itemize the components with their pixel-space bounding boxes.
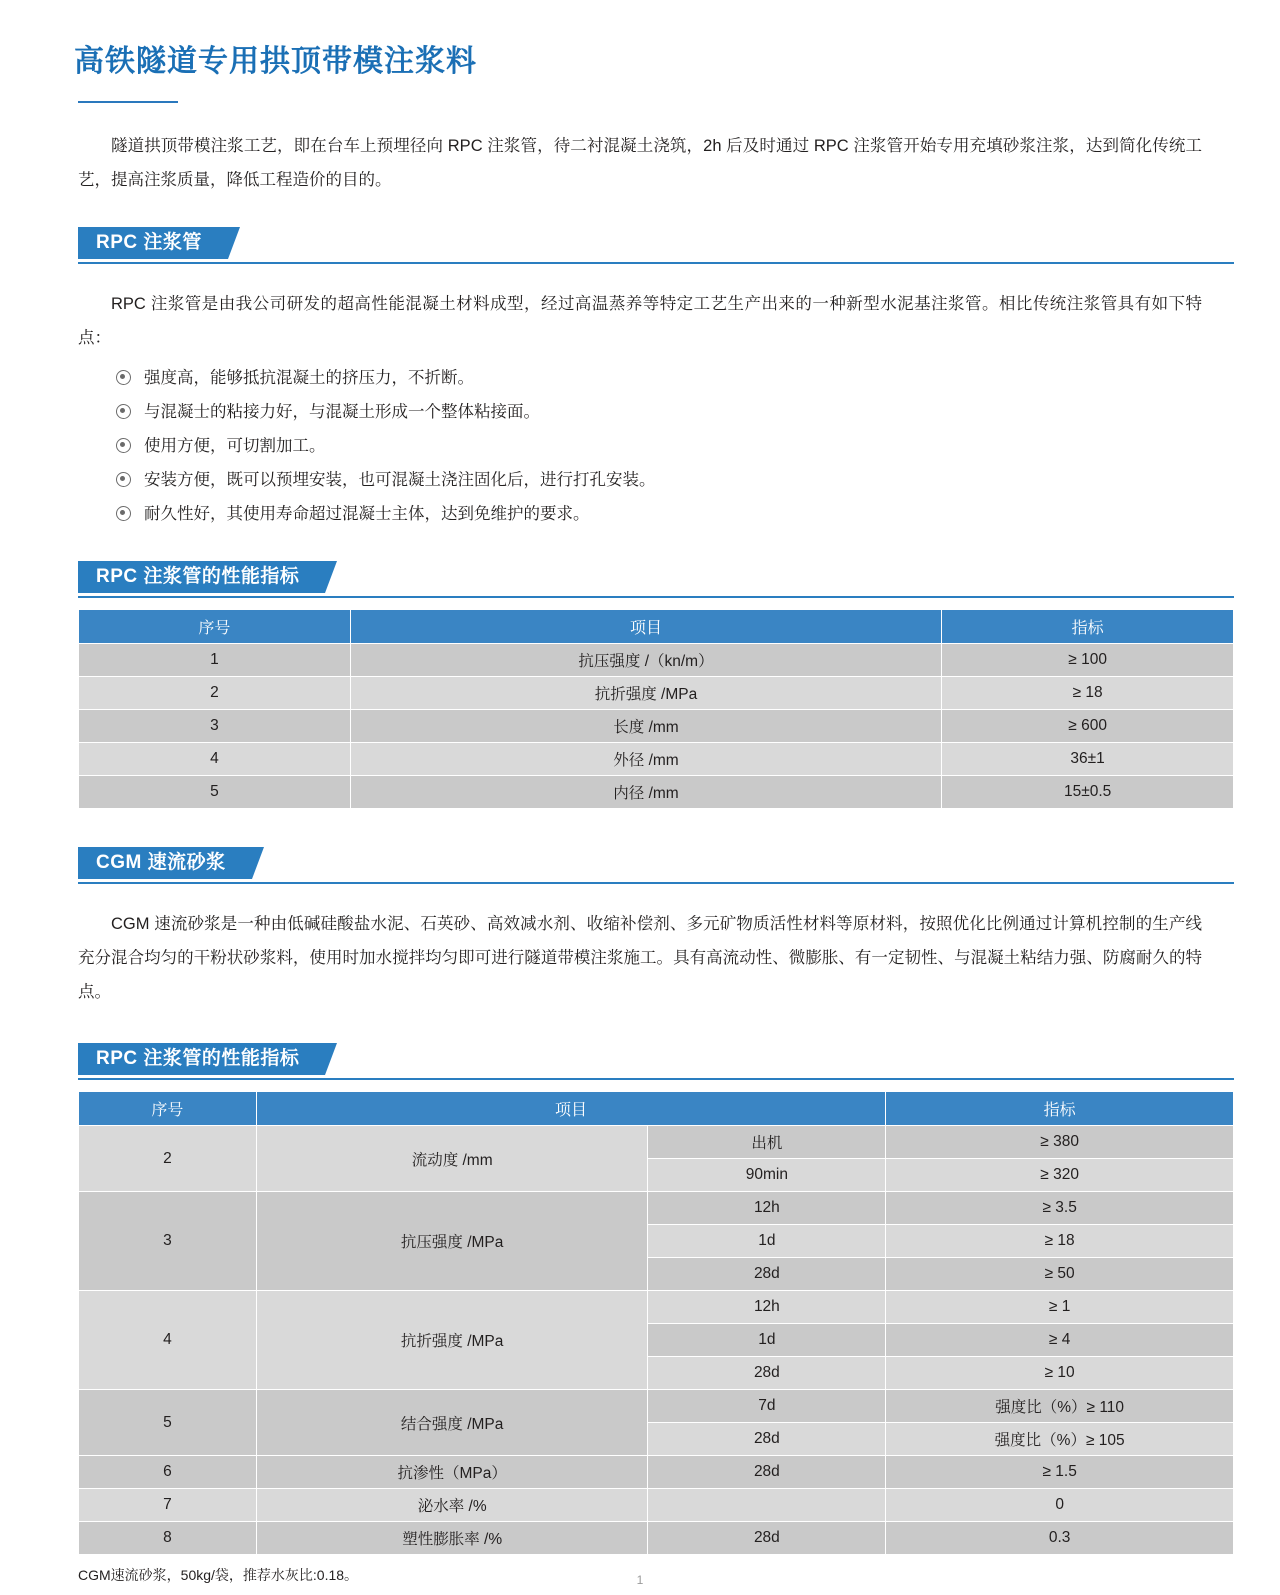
cell-value: ≥ 3.5 bbox=[886, 1192, 1234, 1225]
intro-paragraph: 隧道拱顶带模注浆工艺，即在台车上预埋径向 RPC 注浆管，待二衬混凝土浇筑，2h 后及时通过 RPC 注浆管开始专用充填砂浆注浆，达到简化传统工艺，提高注浆质量，降低工程造价的目的。 bbox=[78, 137, 1202, 190]
title-divider bbox=[78, 101, 178, 103]
cell-condition bbox=[648, 1489, 886, 1522]
cell-value: 强度比（%）≥ 110 bbox=[886, 1390, 1234, 1423]
cell-value: ≥ 18 bbox=[942, 677, 1234, 710]
table-row bbox=[79, 710, 1234, 743]
cell-value: ≥ 380 bbox=[886, 1126, 1234, 1159]
cell-item: 抗渗性（MPa） bbox=[256, 1456, 648, 1489]
section-heading-label: RPC 注浆管的性能指标 bbox=[78, 561, 325, 593]
column-header-index: 序号 bbox=[79, 1092, 257, 1126]
table-row bbox=[79, 1522, 1234, 1555]
cell-index: 4 bbox=[79, 743, 351, 776]
section-heading-cgm-specs bbox=[78, 1043, 1250, 1077]
table-row bbox=[79, 776, 1234, 809]
section-heading-rule bbox=[78, 596, 1234, 598]
cell-value: 强度比（%）≥ 105 bbox=[886, 1423, 1234, 1456]
list-item-label: 与混凝士的粘接力好，与混凝土形成一个整体粘接面。 bbox=[144, 403, 540, 422]
cell-condition: 28d bbox=[648, 1357, 886, 1390]
column-header-item: 项目 bbox=[350, 610, 941, 644]
list-item bbox=[116, 395, 1250, 429]
table-row bbox=[79, 677, 1234, 710]
list-item bbox=[116, 497, 1250, 531]
cell-item: 长度 /mm bbox=[350, 710, 941, 743]
section-heading-label: CGM 速流砂浆 bbox=[78, 847, 252, 879]
cell-item: 抗折强度 /MPa bbox=[256, 1291, 648, 1390]
cell-item: 泌水率 /% bbox=[256, 1489, 648, 1522]
cell-item: 流动度 /mm bbox=[256, 1126, 648, 1192]
cell-index: 5 bbox=[79, 1390, 257, 1456]
bullet-circle-icon bbox=[116, 404, 131, 419]
cell-index: 5 bbox=[79, 776, 351, 809]
list-item bbox=[116, 463, 1250, 497]
cell-item: 塑性膨胀率 /% bbox=[256, 1522, 648, 1555]
list-item-label: 安装方便，既可以预埋安装，也可混凝土浇注固化后，进行打孔安装。 bbox=[144, 471, 656, 490]
section-heading-label: RPC 注浆管的性能指标 bbox=[78, 1043, 325, 1075]
rpc-pipe-feature-list bbox=[116, 361, 1250, 531]
list-item-label: 耐久性好，其使用寿命超过混凝士主体，达到免维护的要求。 bbox=[144, 505, 590, 524]
cell-value: ≥ 320 bbox=[886, 1159, 1234, 1192]
cell-value: 0 bbox=[886, 1489, 1234, 1522]
bullet-circle-icon bbox=[116, 472, 131, 487]
cell-value: ≥ 4 bbox=[886, 1324, 1234, 1357]
cell-index: 2 bbox=[79, 677, 351, 710]
cell-condition: 28d bbox=[648, 1456, 886, 1489]
cell-condition: 28d bbox=[648, 1423, 886, 1456]
table-header-row bbox=[79, 610, 1234, 644]
column-header-value: 指标 bbox=[886, 1092, 1234, 1126]
list-item-label: 强度高，能够抵抗混凝土的挤压力，不折断。 bbox=[144, 369, 474, 388]
section-heading-cgm bbox=[78, 847, 1250, 881]
cell-value: ≥ 100 bbox=[942, 644, 1234, 677]
cell-index: 3 bbox=[79, 710, 351, 743]
column-header-index: 序号 bbox=[79, 610, 351, 644]
bullet-circle-icon bbox=[116, 438, 131, 453]
column-header-value: 指标 bbox=[942, 610, 1234, 644]
table-row bbox=[79, 1489, 1234, 1522]
cgm-spec-table bbox=[78, 1091, 1234, 1555]
page-title: 高铁隧道专用拱顶带模注浆料 bbox=[74, 45, 477, 79]
cell-item: 抗压强度 /MPa bbox=[256, 1192, 648, 1291]
cell-condition: 28d bbox=[648, 1522, 886, 1555]
section-heading-rule bbox=[78, 262, 1234, 264]
cell-condition: 12h bbox=[648, 1192, 886, 1225]
cell-condition: 1d bbox=[648, 1225, 886, 1258]
table-row bbox=[79, 1291, 1234, 1324]
cell-value: 15±0.5 bbox=[942, 776, 1234, 809]
cell-condition: 7d bbox=[648, 1390, 886, 1423]
cell-index: 1 bbox=[79, 644, 351, 677]
section-heading-label: RPC 注浆管 bbox=[78, 227, 228, 259]
cell-item: 内径 /mm bbox=[350, 776, 941, 809]
cell-value: ≥ 10 bbox=[886, 1357, 1234, 1390]
cell-index: 7 bbox=[79, 1489, 257, 1522]
column-header-item: 项目 bbox=[256, 1092, 885, 1126]
cell-condition: 出机 bbox=[648, 1126, 886, 1159]
cell-index: 2 bbox=[79, 1126, 257, 1192]
table-row bbox=[79, 1126, 1234, 1159]
bullet-circle-icon bbox=[116, 370, 131, 385]
section-heading-rpc-specs bbox=[78, 561, 1250, 595]
section-heading-rpc-pipe bbox=[78, 227, 1250, 261]
table-row bbox=[79, 1390, 1234, 1423]
table-row bbox=[79, 743, 1234, 776]
cell-value: 36±1 bbox=[942, 743, 1234, 776]
table-row bbox=[79, 644, 1234, 677]
cell-value: ≥ 1 bbox=[886, 1291, 1234, 1324]
document-page bbox=[0, 20, 1280, 1595]
cell-item: 外径 /mm bbox=[350, 743, 941, 776]
cell-value: ≥ 50 bbox=[886, 1258, 1234, 1291]
table-row bbox=[79, 1192, 1234, 1225]
table-footnote: CGM速流砂浆，50kg/袋，推荐水灰比:0.18。 bbox=[78, 1567, 359, 1584]
cell-value: ≥ 1.5 bbox=[886, 1456, 1234, 1489]
cell-item: 结合强度 /MPa bbox=[256, 1390, 648, 1456]
cell-index: 8 bbox=[79, 1522, 257, 1555]
list-item bbox=[116, 429, 1250, 463]
section-heading-rule bbox=[78, 1078, 1234, 1080]
cell-condition: 28d bbox=[648, 1258, 886, 1291]
bullet-circle-icon bbox=[116, 506, 131, 521]
cell-index: 6 bbox=[79, 1456, 257, 1489]
cell-item: 抗折强度 /MPa bbox=[350, 677, 941, 710]
section-heading-rule bbox=[78, 882, 1234, 884]
cell-value: ≥ 600 bbox=[942, 710, 1234, 743]
rpc-pipe-description: RPC 注浆管是由我公司研发的超高性能混凝土材料成型，经过高温蒸养等特定工艺生产出来的一种新型水泥基注浆管。相比传统注浆管具有如下特点： bbox=[78, 295, 1202, 348]
table-row bbox=[79, 1456, 1234, 1489]
cell-condition: 12h bbox=[648, 1291, 886, 1324]
cell-value: ≥ 18 bbox=[886, 1225, 1234, 1258]
page-number: 1 bbox=[636, 1573, 644, 1588]
cell-condition: 1d bbox=[648, 1324, 886, 1357]
cell-index: 3 bbox=[79, 1192, 257, 1291]
cell-condition: 90min bbox=[648, 1159, 886, 1192]
cell-item: 抗压强度 /（kn/m） bbox=[350, 644, 941, 677]
rpc-spec-table bbox=[78, 609, 1234, 809]
cell-index: 4 bbox=[79, 1291, 257, 1390]
cell-value: 0.3 bbox=[886, 1522, 1234, 1555]
table-header-row bbox=[79, 1092, 1234, 1126]
list-item bbox=[116, 361, 1250, 395]
list-item-label: 使用方便，可切割加工。 bbox=[144, 437, 326, 456]
cgm-description: CGM 速流砂浆是一种由低碱硅酸盐水泥、石英砂、高效减水剂、收缩补偿剂、多元矿物质活性材料等原材料，按照优化比例通过计算机控制的生产线充分混合均匀的干粉状砂浆料，使用时加水搅拌均匀即可进行隧道带模注浆施工。具有高流动性、微膨胀、有一定韧性、与混凝土粘结力强、防腐耐久的特点。 bbox=[78, 915, 1202, 1002]
